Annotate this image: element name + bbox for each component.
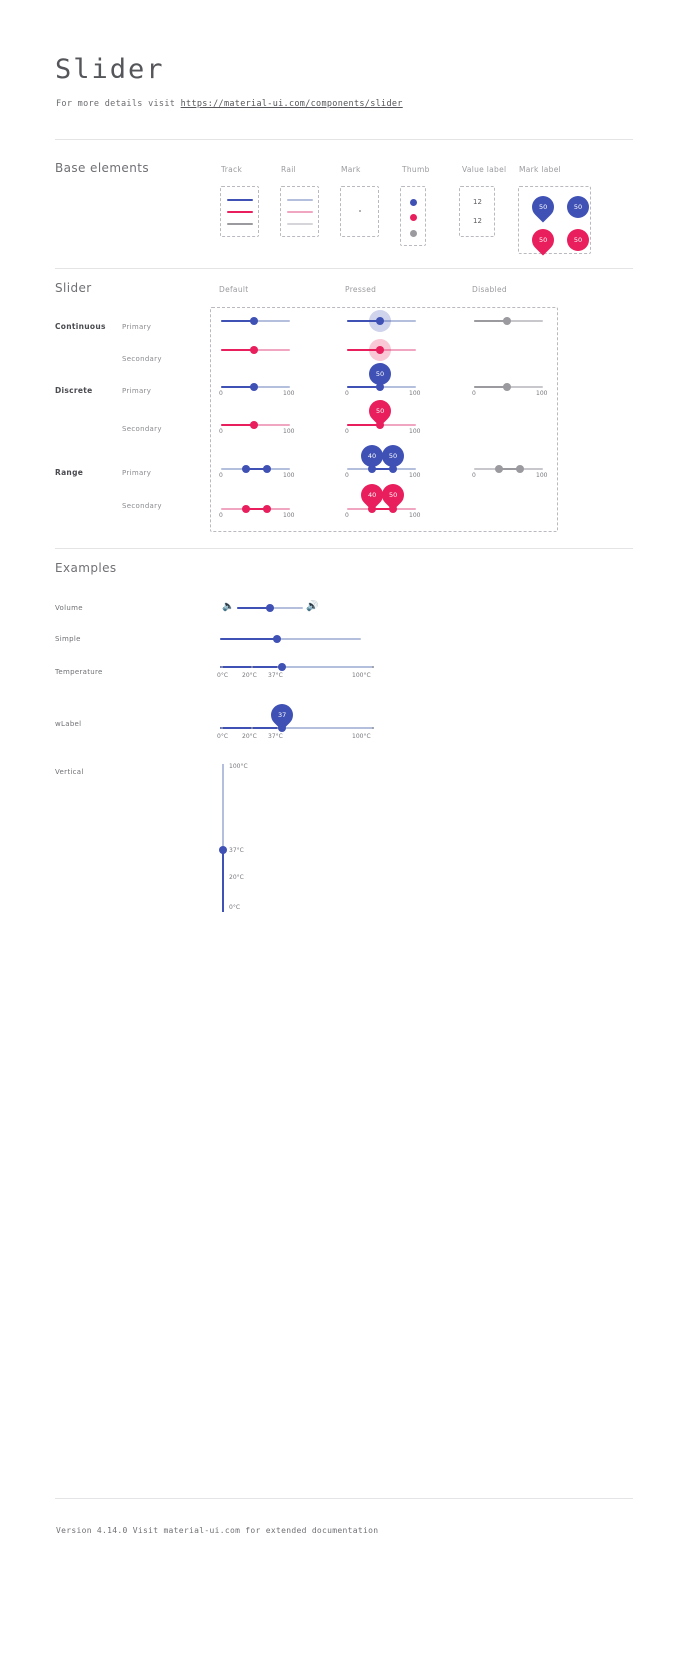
row-sub-continuous-primary: Primary <box>122 323 152 331</box>
base-thumb-box <box>400 186 426 246</box>
slider-volume[interactable] <box>237 602 303 614</box>
thumb-high[interactable] <box>263 465 271 473</box>
slider-vertical[interactable] <box>217 764 229 912</box>
divider-top <box>55 139 633 140</box>
col-head-mark-label: Mark label <box>519 165 562 174</box>
range-primary-pressed-max: 100 <box>409 472 421 479</box>
discrete-primary-disabled-max: 100 <box>536 390 548 397</box>
vertical-mark-37: 37°C <box>229 847 244 854</box>
value-label-sample-1: 12 <box>473 198 482 206</box>
mark-label-bubble-secondary-text: 50 <box>538 236 548 244</box>
thumb[interactable] <box>266 604 274 612</box>
discrete-primary-max: 100 <box>283 390 295 397</box>
mark-label-bubble-primary <box>527 191 558 222</box>
slider-discrete-secondary-default[interactable] <box>221 419 290 431</box>
thumb-high <box>516 465 524 473</box>
slider-continuous-secondary-default[interactable] <box>221 344 290 356</box>
mark-dot-100 <box>372 666 374 668</box>
row-sub-discrete-secondary: Secondary <box>122 425 162 433</box>
thumb-high[interactable] <box>263 505 271 513</box>
thumb[interactable] <box>250 346 258 354</box>
thumb-primary-sample <box>410 199 417 206</box>
example-label-simple: Simple <box>55 635 81 643</box>
col-head-track: Track <box>221 165 243 174</box>
thumb-disabled-sample <box>410 230 417 237</box>
col-head-value-label: Value label <box>462 165 507 174</box>
page-title: Slider <box>55 54 165 85</box>
thumb <box>503 317 511 325</box>
col-head-default: Default <box>219 285 249 294</box>
range-primary-max: 100 <box>283 472 295 479</box>
track-primary-sample <box>227 199 253 201</box>
mark-dot-sample <box>359 210 361 212</box>
thumb <box>503 383 511 391</box>
range-secondary-pressed-max: 100 <box>409 512 421 519</box>
wlabel-mark-100: 100°C <box>352 733 371 740</box>
thumb[interactable] <box>250 383 258 391</box>
example-label-volume: Volume <box>55 604 83 612</box>
thumb[interactable] <box>376 346 384 354</box>
slider-continuous-primary-disabled <box>474 315 543 327</box>
range-primary-high-badge: 50 <box>382 445 404 467</box>
col-head-disabled: Disabled <box>472 285 507 294</box>
thumb[interactable] <box>219 846 227 854</box>
subtitle-text: For more details visit <box>56 99 181 109</box>
row-sub-range-secondary: Secondary <box>122 502 162 510</box>
thumb[interactable] <box>250 317 258 325</box>
volume-high-icon: 🔊 <box>306 601 319 612</box>
range-secondary-max: 100 <box>283 512 295 519</box>
base-value-label-box <box>459 186 495 237</box>
temperature-mark-100: 100°C <box>352 672 371 679</box>
mark-label-bubble-secondary <box>527 224 558 255</box>
mark-dot-100 <box>372 727 374 729</box>
range-secondary-pressed-min: 0 <box>345 512 349 519</box>
vertical-mark-100: 100°C <box>229 763 248 770</box>
mark-dot-20 <box>251 727 253 729</box>
divider-footer <box>55 1498 633 1499</box>
thumb[interactable] <box>273 635 281 643</box>
row-head-range: Range <box>55 468 84 477</box>
col-head-mark: Mark <box>341 165 361 174</box>
slider-range-secondary-default[interactable] <box>221 503 290 515</box>
section-title-slider: Slider <box>55 281 92 295</box>
divider-slider-grid <box>55 548 633 549</box>
track <box>222 850 224 912</box>
value-label-sample-2: 12 <box>473 217 482 225</box>
row-head-continuous: Continuous <box>55 322 106 331</box>
col-head-rail: Rail <box>281 165 297 174</box>
slider-continuous-primary-pressed[interactable] <box>347 315 416 327</box>
slider-continuous-secondary-pressed[interactable] <box>347 344 416 356</box>
wlabel-mark-20: 20°C <box>242 733 257 740</box>
mark-label-bubble-primary-text: 50 <box>538 203 548 211</box>
base-mark-box <box>340 186 379 237</box>
range-secondary-min: 0 <box>219 512 223 519</box>
slider-continuous-primary-default[interactable] <box>221 315 290 327</box>
wlabel-mark-0: 0°C <box>217 733 229 740</box>
slider-simple[interactable] <box>220 633 361 645</box>
range-primary-disabled-max: 100 <box>536 472 548 479</box>
slider-range-primary-pressed[interactable] <box>347 463 416 475</box>
thumb-low[interactable] <box>242 465 250 473</box>
vertical-mark-20: 20°C <box>229 874 244 881</box>
discrete-secondary-pressed-max: 100 <box>409 428 421 435</box>
discrete-secondary-min: 0 <box>219 428 223 435</box>
mark-dot-20 <box>251 666 253 668</box>
temperature-mark-0: 0°C <box>217 672 229 679</box>
range-primary-min: 0 <box>219 472 223 479</box>
discrete-primary-min: 0 <box>219 390 223 397</box>
base-mark-label-box <box>518 186 591 254</box>
slider-discrete-primary-disabled <box>474 381 543 393</box>
discrete-primary-value-badge: 50 <box>369 363 391 385</box>
thumb-secondary-sample <box>410 214 417 221</box>
volume-low-icon: 🔈 <box>222 601 235 612</box>
mark-dot-0 <box>221 666 223 668</box>
range-secondary-high-text: 50 <box>388 491 398 499</box>
thumb[interactable] <box>250 421 258 429</box>
rail-disabled-sample <box>287 223 313 225</box>
row-sub-range-primary: Primary <box>122 469 152 477</box>
discrete-secondary-pressed-min: 0 <box>345 428 349 435</box>
section-title-examples: Examples <box>55 561 117 575</box>
base-track-box <box>220 186 259 237</box>
discrete-primary-pressed-min: 0 <box>345 390 349 397</box>
discrete-secondary-value-text: 50 <box>375 407 385 415</box>
section-title-base-elements: Base elements <box>55 161 149 175</box>
range-secondary-low-text: 40 <box>367 491 377 499</box>
slider-range-primary-disabled <box>474 463 543 475</box>
mark-label-circle-secondary: 50 <box>567 229 589 251</box>
slider-range-secondary-pressed[interactable] <box>347 503 416 515</box>
range-primary-disabled-min: 0 <box>472 472 476 479</box>
rail-secondary-sample <box>287 211 313 213</box>
mark-dot-0 <box>221 727 223 729</box>
col-head-thumb: Thumb <box>402 165 430 174</box>
range-primary-low-badge: 40 <box>361 445 383 467</box>
divider-base-elements <box>55 268 633 269</box>
slider-range-primary-default[interactable] <box>221 463 290 475</box>
track <box>220 638 277 640</box>
mark-label-circle-primary: 50 <box>567 196 589 218</box>
row-sub-discrete-primary: Primary <box>122 387 152 395</box>
range-primary-pressed-min: 0 <box>345 472 349 479</box>
docs-link[interactable]: https://material-ui.com/components/slider <box>180 99 403 109</box>
rail-primary-sample <box>287 199 313 201</box>
vertical-mark-0: 0°C <box>229 904 241 911</box>
row-head-discrete: Discrete <box>55 386 93 395</box>
example-label-temperature: Temperature <box>55 668 103 676</box>
slider-discrete-primary-default[interactable] <box>221 381 290 393</box>
col-head-pressed: Pressed <box>345 285 377 294</box>
thumb-low <box>495 465 503 473</box>
temperature-mark-37: 37°C <box>268 672 283 679</box>
example-label-wlabel: wLabel <box>55 720 82 728</box>
wlabel-mark-37: 37°C <box>268 733 283 740</box>
temperature-mark-20: 20°C <box>242 672 257 679</box>
discrete-primary-pressed-max: 100 <box>409 390 421 397</box>
thumb[interactable] <box>376 317 384 325</box>
thumb-low[interactable] <box>242 505 250 513</box>
discrete-primary-disabled-min: 0 <box>472 390 476 397</box>
footer-text: Version 4.14.0 Visit material-ui.com for extended documentation <box>56 1526 379 1535</box>
thumb[interactable] <box>278 663 286 671</box>
base-rail-box <box>280 186 319 237</box>
discrete-secondary-max: 100 <box>283 428 295 435</box>
row-sub-continuous-secondary: Secondary <box>122 355 162 363</box>
track-disabled-sample <box>227 223 253 225</box>
page-subtitle <box>56 99 403 109</box>
wlabel-value-text: 37 <box>277 711 287 719</box>
track-secondary-sample <box>227 211 253 213</box>
example-label-vertical: Vertical <box>55 768 84 776</box>
